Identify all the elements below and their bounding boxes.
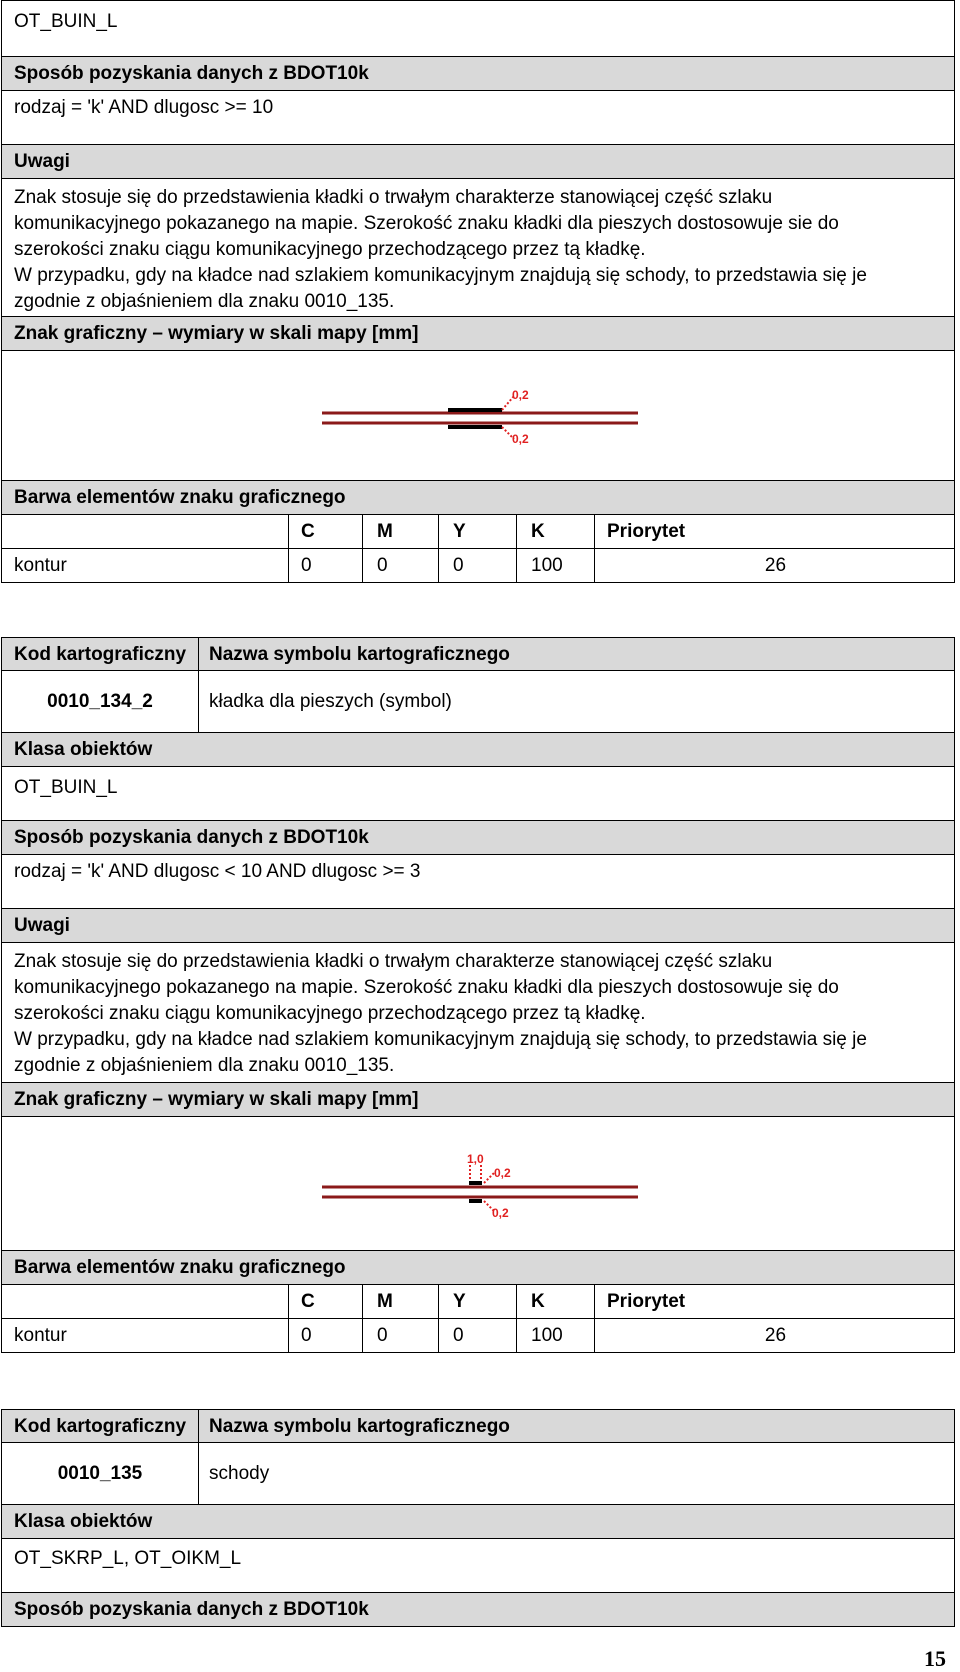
footbridge-symbol-small: [2, 1117, 954, 1249]
dim-label-top: 0,2: [512, 388, 529, 402]
uwagi-line: szerokości znaku ciągu komunikacyjnego przechodzącego przez tą kładkę.: [14, 1003, 646, 1024]
cmyk-m-value: 0: [362, 549, 438, 582]
cmyk-m-header: M: [362, 515, 438, 548]
kod-nazwa-header: [1, 637, 955, 671]
symbol-drawing-area: [1, 351, 955, 481]
klasa-value-text: OT_BUIN_L: [14, 777, 118, 798]
klasa-value: [1, 1539, 955, 1593]
barwa-header-text: Barwa elementów znaku graficznego: [14, 487, 346, 508]
nazwa-header: Nazwa symbolu kartograficznego: [198, 1410, 956, 1442]
klasa-header-text: Klasa obiektów: [14, 739, 153, 760]
znak-header: [1, 1083, 955, 1117]
cmyk-y-header: Y: [438, 1285, 516, 1318]
cmyk-y-value: 0: [438, 549, 516, 582]
cmyk-m-header: M: [362, 1285, 438, 1318]
uwagi-line: szerokości znaku ciągu komunikacyjnego przechodzącego przez tą kładkę.: [14, 239, 646, 260]
sposob-header-text: Sposób pozyskania danych z BDOT10k: [14, 827, 369, 848]
bridge-bar-bottom: [469, 1199, 482, 1203]
uwagi-header: [1, 145, 955, 179]
klasa-header: [1, 733, 955, 767]
kod-nazwa-values: [1, 1443, 955, 1505]
footbridge-symbol: [2, 351, 954, 479]
dim-label-top: 0,2: [494, 1166, 511, 1180]
sposob-value-text: rodzaj = 'k' AND dlugosc < 10 AND dlugosc >= 3: [14, 861, 421, 882]
priorytet-header: Priorytet: [594, 515, 956, 548]
znak-header: [1, 317, 955, 351]
cmyk-y-header: Y: [438, 515, 516, 548]
kod-value: 0010_135: [57, 1462, 143, 1484]
barwa-element: kontur: [14, 555, 67, 576]
uwagi-line: Znak stosuje się do przedstawienia kładki o trwałym charakterze stanowiącej część szlaku: [14, 187, 773, 208]
uwagi-line: komunikacyjnego pokazanego na mapie. Szerokość znaku kładki dla pieszych dostosowuje sie do: [14, 213, 839, 234]
priorytet-value: 26: [594, 549, 956, 582]
dim-label-bottom: 0,2: [492, 1206, 509, 1220]
barwa-header-text: Barwa elementów znaku graficznego: [14, 1257, 346, 1278]
sposob-header-text: Sposób pozyskania danych z BDOT10k: [14, 1599, 369, 1620]
nazwa-value: kładka dla pieszych (symbol): [198, 671, 956, 732]
bridge-bar-top: [448, 408, 502, 412]
cmyk-m-value: 0: [362, 1319, 438, 1352]
uwagi-header-text: Uwagi: [14, 151, 70, 172]
klasa-header: [1, 1505, 955, 1539]
cmyk-c-value: 0: [288, 549, 362, 582]
kod-nazwa-values: [1, 671, 955, 733]
cmyk-k-header: K: [516, 1285, 594, 1318]
cmyk-c-header: C: [288, 515, 362, 548]
uwagi-line: zgodnie z objaśnieniem dla znaku 0010_135.: [14, 291, 395, 312]
bridge-bar-bottom: [448, 425, 502, 429]
symbol-drawing-area: [1, 1117, 955, 1251]
sposob-header: [1, 1593, 955, 1627]
znak-header-text: Znak graficzny – wymiary w skali mapy [mm]: [14, 1089, 419, 1110]
uwagi-line: zgodnie z objaśnieniem dla znaku 0010_135.: [14, 1055, 395, 1076]
sposob-header: [1, 821, 955, 855]
barwa-header: [1, 481, 955, 515]
barwa-element: kontur: [14, 1325, 67, 1346]
uwagi-body: [1, 943, 955, 1083]
bridge-bar-top: [469, 1181, 482, 1185]
sposob-header: [1, 57, 955, 91]
cmyk-header-row: [1, 1285, 955, 1319]
priorytet-header: Priorytet: [594, 1285, 956, 1318]
klasa-value-text: OT_SKRP_L, OT_OIKM_L: [14, 1548, 242, 1569]
cmyk-value-row: [1, 549, 955, 583]
cmyk-c-header: C: [288, 1285, 362, 1318]
uwagi-header-text: Uwagi: [14, 915, 70, 936]
cmyk-value-row: [1, 1319, 955, 1353]
sposob-value-text: rodzaj = 'k' AND dlugosc >= 10: [14, 97, 274, 118]
page-number: 15: [924, 1646, 946, 1671]
uwagi-line: W przypadku, gdy na kładce nad szlakiem komunikacyjnym znajdują się schody, to przedstawia się je: [14, 1029, 867, 1050]
dim-label-width: 1,0: [467, 1152, 484, 1166]
cmyk-header-row: [1, 515, 955, 549]
cmyk-k-value: 100: [516, 1319, 594, 1352]
sposob-value: [1, 855, 955, 909]
kod-value: 0010_134_2: [47, 690, 153, 712]
klasa-header-text: Klasa obiektów: [14, 1511, 153, 1532]
uwagi-header: [1, 909, 955, 943]
barwa-header: [1, 1251, 955, 1285]
znak-header-text: Znak graficzny – wymiary w skali mapy [mm]: [14, 323, 419, 344]
sposob-header-text: Sposób pozyskania danych z BDOT10k: [14, 63, 369, 84]
cmyk-y-value: 0: [438, 1319, 516, 1352]
uwagi-line: Znak stosuje się do przedstawienia kładki o trwałym charakterze stanowiącej część szlaku: [14, 951, 773, 972]
kod-nazwa-header: [1, 1409, 955, 1443]
nazwa-header: Nazwa symbolu kartograficznego: [198, 638, 956, 670]
nazwa-value: schody: [198, 1443, 956, 1504]
dim-line-top: [484, 1173, 494, 1183]
uwagi-line: komunikacyjnego pokazanego na mapie. Szerokość znaku kładki dla pieszych dostosowuje się do: [14, 977, 839, 998]
klasa-value-text: OT_BUIN_L: [14, 11, 118, 32]
sposob-value: [1, 91, 955, 145]
kod-header: Kod kartograficzny: [14, 1416, 187, 1437]
cmyk-k-header: K: [516, 515, 594, 548]
kod-header: Kod kartograficzny: [14, 644, 187, 665]
klasa-value: [1, 767, 955, 821]
uwagi-body: [1, 179, 955, 317]
cmyk-c-value: 0: [288, 1319, 362, 1352]
dim-label-bottom: 0,2: [512, 432, 529, 446]
klasa-value: [1, 0, 955, 57]
uwagi-line: W przypadku, gdy na kładce nad szlakiem komunikacyjnym znajdują się schody, to przedstawia się je: [14, 265, 867, 286]
priorytet-value: 26: [594, 1319, 956, 1352]
cmyk-k-value: 100: [516, 549, 594, 582]
